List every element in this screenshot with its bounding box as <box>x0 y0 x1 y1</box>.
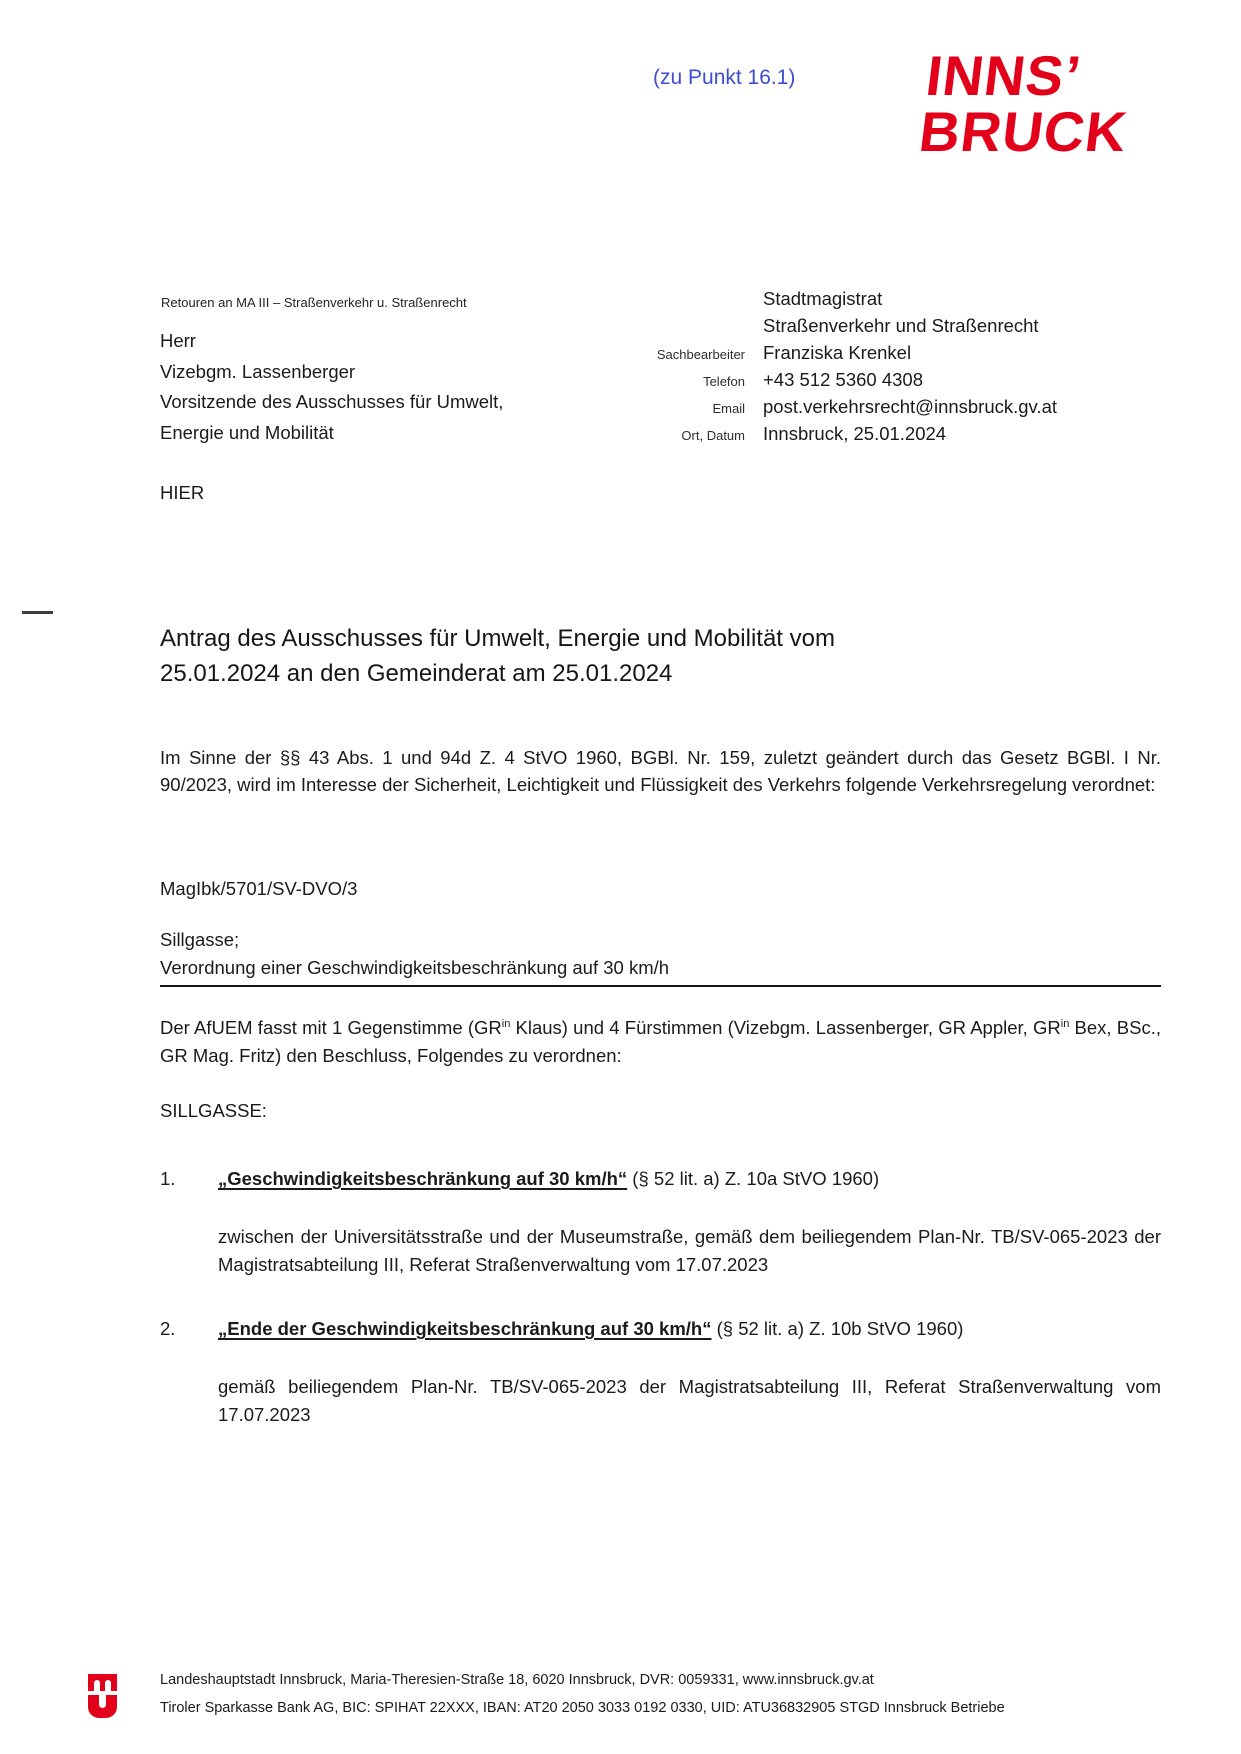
contact-row-sachbearbeiter <box>625 339 1057 366</box>
recipient-line: Herr <box>160 330 196 351</box>
list-item-1-body: zwischen der Universitätsstraße und der Museumstraße, gemäß dem beiliegendem Plan-Nr. TB/SV-065-2023 der Magistratsabteilung III, Referat Straßenverwaltung vom 17.07.2023 <box>218 1226 1161 1275</box>
contact-org-line: Stadtmagistrat <box>763 288 883 309</box>
contact-label: Ort, Datum <box>681 428 745 443</box>
decision-superscript: in <box>501 1018 511 1030</box>
subject-block <box>160 926 1161 987</box>
contact-value: +43 512 5360 4308 <box>763 369 923 390</box>
list-item-legal-reference: (§ 52 lit. a) Z. 10a StVO 1960) <box>627 1168 880 1189</box>
footer-bank-line: Tiroler Sparkasse Bank AG, BIC: SPIHAT 22XXX, IBAN: AT20 2050 3033 0192 0330, UID: ATU36832905 STGD Innsbruck Betriebe <box>160 1699 1005 1716</box>
agenda-reference-note: (zu Punkt 16.1) <box>653 66 796 89</box>
location-note: HIER <box>160 482 205 503</box>
document-title-line: Antrag des Ausschusses für Umwelt, Energie und Mobilität vom <box>160 625 835 652</box>
decision-text: Klaus) und 4 Fürstimmen (Vizebgm. Lassenberger, GR Appler, GR <box>510 1017 1061 1039</box>
contact-info-block <box>625 285 1057 447</box>
recipient-line: Energie und Mobilität <box>160 421 334 443</box>
document-title-line: 25.01.2024 an den Gemeinderat am 25.01.2024 <box>160 660 673 687</box>
contact-value: Franziska Krenkel <box>763 342 912 363</box>
list-item-number: 2. <box>160 1318 176 1339</box>
contact-row-ort-datum <box>625 420 1057 447</box>
emblem-top-band <box>88 1674 117 1691</box>
list-item-regulation-title: „Ende der Geschwindigkeitsbeschränkung auf 30 km/h“ <box>218 1318 712 1339</box>
contact-row-email <box>625 393 1057 420</box>
decision-text: Bex, BSc., GR Mag. Fritz) den Beschluss, Folgendes zu verordnen: <box>160 1017 1161 1066</box>
list-item-legal-reference: (§ 52 lit. a) Z. 10b StVO 1960) <box>711 1318 964 1339</box>
footer <box>160 1667 1005 1722</box>
list-item-regulation-title: „Geschwindigkeitsbeschränkung auf 30 km/h“ <box>218 1168 628 1189</box>
contact-row <box>625 285 1057 312</box>
contact-label: Email <box>712 401 745 416</box>
list-item-number: 1. <box>160 1168 176 1189</box>
recipient-line: Vorsitzende des Ausschusses für Umwelt, <box>160 391 504 412</box>
subject-street: Sillgasse; <box>160 929 240 950</box>
list-item-2-body: gemäß beiliegendem Plan-Nr. TB/SV-065-2023 der Magistratsabteilung III, Referat Straßenverwaltung vom 17.07.2023 <box>218 1376 1161 1425</box>
contact-value: Innsbruck, 25.01.2024 <box>763 423 947 444</box>
document-title <box>160 621 1170 691</box>
contact-row-telefon <box>625 366 1057 393</box>
fold-mark <box>22 611 53 614</box>
footer-address-line: Landeshauptstadt Innsbruck, Maria-Theresien-Straße 18, 6020 Innsbruck, DVR: 0059331, www.innsbruck.gv.at <box>160 1672 874 1688</box>
list-item-1-heading <box>160 1165 1170 1192</box>
innsbruck-logo <box>915 44 1137 163</box>
contact-label: Telefon <box>703 374 745 389</box>
list-item-2-heading <box>160 1315 1170 1342</box>
return-address-note: Retouren an MA III – Straßenverkehr u. Straßenrecht <box>161 295 467 310</box>
logo-line-2: BRUCK <box>915 100 1131 163</box>
intro-paragraph: Im Sinne der §§ 43 Abs. 1 und 94d Z. 4 StVO 1960, BGBl. Nr. 159, zuletzt geändert durch das Gesetz BGBl. I Nr. 90/2023, wird im Interesse der Sicherheit, Leichtigkeit und Flüssigkeit des Verkehrs folgende Verkehrsregelung verordnet: <box>160 747 1161 795</box>
emblem-bottom-band <box>88 1695 117 1718</box>
recipient-line: Vizebgm. Lassenberger <box>160 360 356 382</box>
recipient-address-block <box>160 326 503 448</box>
contact-row <box>625 312 1057 339</box>
contact-label: Sachbearbeiter <box>656 347 745 362</box>
subject-regulation: Verordnung einer Geschwindigkeitsbeschränkung auf 30 km/h <box>160 956 670 978</box>
file-reference-number: MagIbk/5701/SV-DVO/3 <box>160 878 358 899</box>
innsbruck-coat-of-arms-icon <box>88 1674 117 1718</box>
contact-value: post.verkehrsrecht@innsbruck.gv.at <box>763 396 1058 417</box>
decision-text: Der AfUEM fasst mit 1 Gegenstimme (GR <box>160 1017 502 1039</box>
street-heading: SILLGASSE: <box>160 1100 267 1121</box>
contact-org-line: Straßenverkehr und Straßenrecht <box>763 315 1039 336</box>
decision-paragraph <box>160 1011 1161 1069</box>
decision-superscript: in <box>1060 1018 1070 1030</box>
logo-line-1: INNS’ <box>922 44 1085 107</box>
